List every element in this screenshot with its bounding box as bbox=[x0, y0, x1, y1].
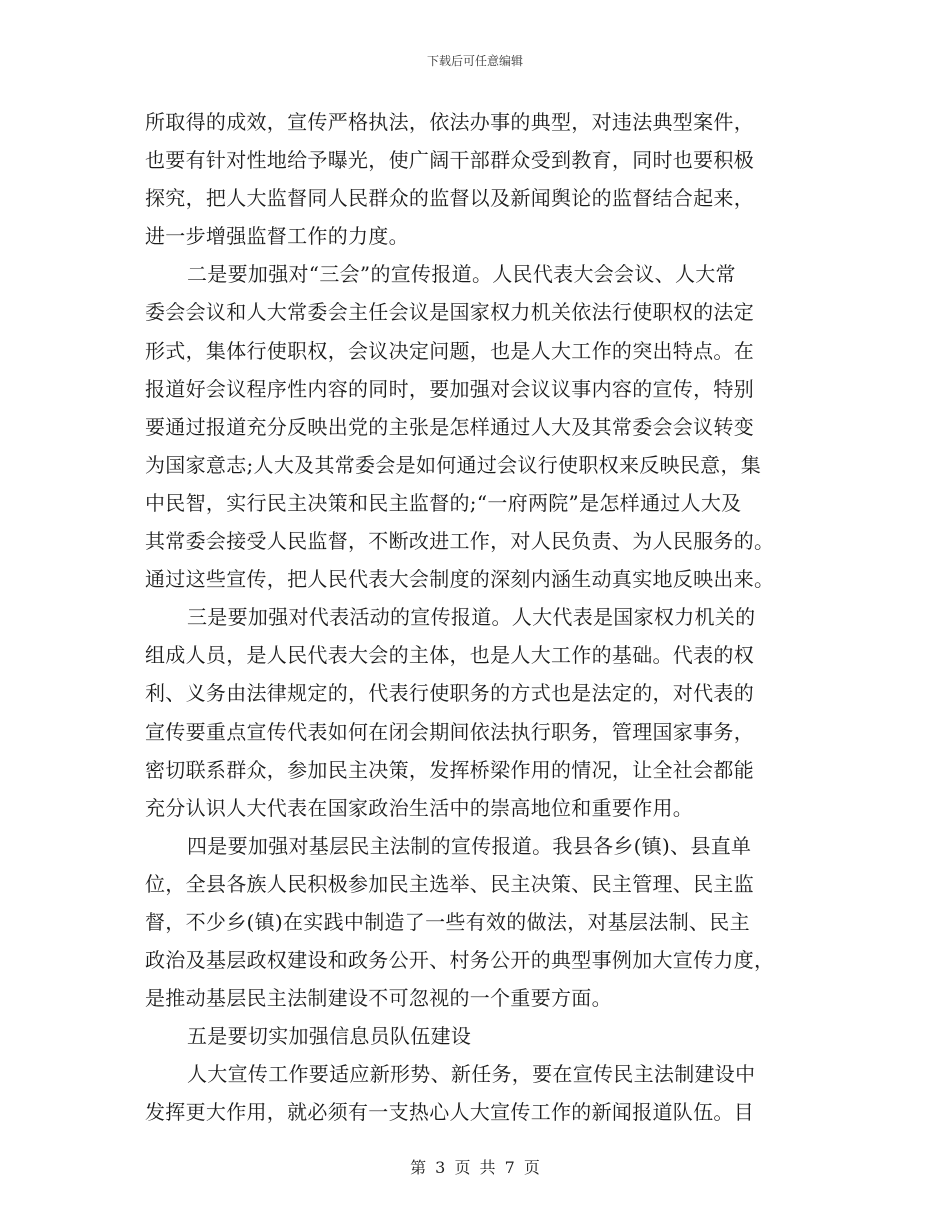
text-line: 是推动基层民主法制建设不可忽视的一个重要方面。 bbox=[145, 986, 612, 1011]
text-line: 其常委会接受人民监督，不断改进工作，对人民负责、为人民服务的。 bbox=[145, 529, 775, 554]
page-number-footer: 第 3 页 共 7 页 bbox=[410, 1158, 540, 1177]
text-line: 所取得的成效，宣传严格执法，依法办事的典型，对违法典型案件， bbox=[145, 110, 754, 134]
text-line: 报道好会议程序性内容的同时，要加强对会议议事内容的宣传，特别 bbox=[145, 376, 754, 401]
text-line: 组成人员，是人民代表大会的主体，也是人大工作的基础。代表的权 bbox=[145, 643, 754, 668]
text-line: 密切联系群众，参加民主决策，发挥桥梁作用的情况，让全社会都能 bbox=[145, 757, 754, 782]
text-line: 形式，集体行使职权，会议决定问题，也是人大工作的突出特点。在 bbox=[145, 338, 754, 363]
text-line: 利、义务由法律规定的，代表行使职务的方式也是法定的，对代表的 bbox=[145, 681, 754, 706]
paragraph-start-line: 人大宣传工作要适应新形势、新任务，要在宣传民主法制建设中 bbox=[187, 1062, 756, 1087]
text-line: 政治及基层政权建设和政务公开、村务公开的典型事例加大宣传力度， bbox=[145, 948, 775, 973]
page-header: 下载后可任意编辑 bbox=[426, 54, 523, 68]
text-line: 探究，把人大监督同人民群众的监督以及新闻舆论的监督结合起来， bbox=[145, 186, 754, 211]
document-body bbox=[145, 103, 805, 1132]
text-line: 督，不少乡(镇)在实践中制造了一些有效的做法，对基层法制、民主 bbox=[145, 909, 750, 934]
text-line: 发挥更大作用，就必须有一支热心人大宣传工作的新闻报道队伍。目 bbox=[145, 1100, 754, 1125]
text-line: 也要有针对性地给予曝光，使广阔干部群众受到教育，同时也要积极 bbox=[145, 148, 754, 173]
text-line: 为国家意志;人大及其常委会是如何通过会议行使职权来反映民意，集 bbox=[145, 452, 762, 477]
text-line: 充分认识人大代表在国家政治生活中的崇高地位和重要作用。 bbox=[145, 795, 694, 820]
section-heading-line: 五是要切实加强信息员队伍建设 bbox=[187, 1024, 472, 1049]
text-line: 要通过报道充分反映出党的主张是怎样通过人大及其常委会会议转变 bbox=[145, 414, 754, 439]
text-line: 中民智，实行民主决策和民主监督的;“一府两院”是怎样通过人大及 bbox=[145, 490, 742, 515]
text-line: 宣传要重点宣传代表如何在闭会期间依法执行职务，管理国家事务， bbox=[145, 719, 754, 744]
paragraph-start-line: 四是要加强对基层民主法制的宣传报道。我县各乡(镇)、县直单 bbox=[187, 833, 752, 858]
text-line: 位，全县各族人民积极参加民主选举、民主决策、民主管理、民主监 bbox=[145, 871, 754, 896]
paragraph-start-line: 二是要加强对“三会”的宣传报道。人民代表大会会议、人大常 bbox=[187, 262, 736, 287]
text-line: 进一步增强监督工作的力度。 bbox=[145, 224, 409, 249]
text-line: 通过这些宣传，把人民代表大会制度的深刻内涵生动真实地反映出来。 bbox=[145, 567, 775, 592]
text-line: 委会会议和人大常委会主任会议是国家权力机关依法行使职权的法定 bbox=[145, 300, 754, 325]
paragraph-start-line: 三是要加强对代表活动的宣传报道。人大代表是国家权力机关的 bbox=[187, 605, 756, 630]
